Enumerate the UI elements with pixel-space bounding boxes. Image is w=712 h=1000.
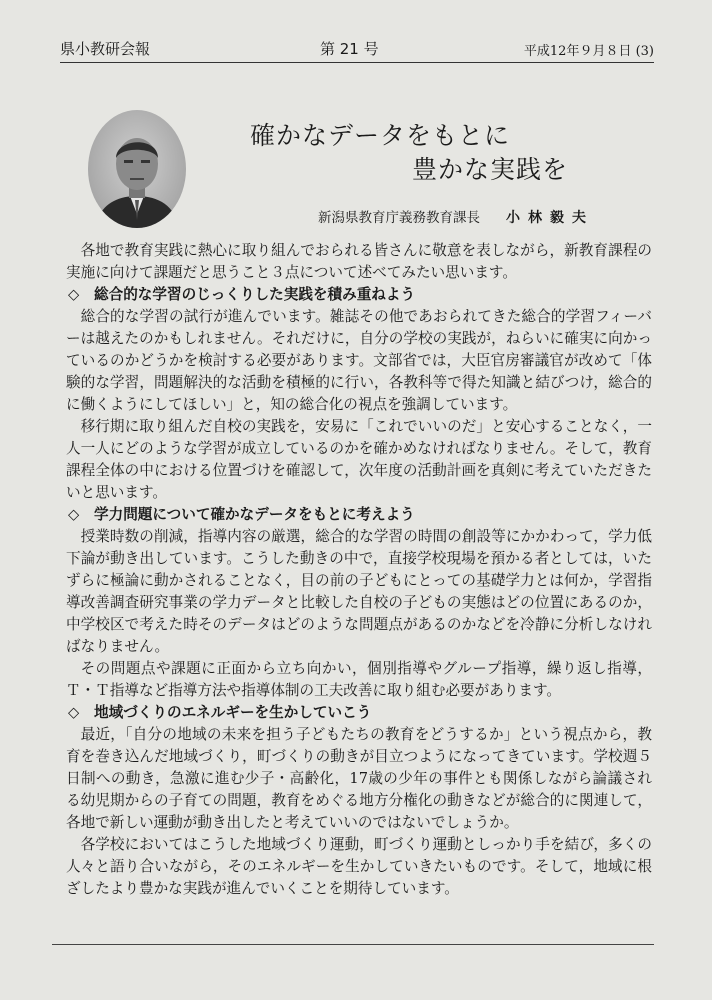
section-paragraph: 総合的な学習の試行が進んでいます。雑誌その他であおられてきた総合的学習フィーバーは越えたのかもしれません。それだけに，自分の学校の実践が，ねらいに確実に向かっているのかどうかを検討する必要があります。文部省では，大臣官房審議官が改めて「体験的な学習，問題解決的な活動を積極的に行い，各教科等で得た知識と結びつけ，総合的に働くようにしてほしい」と，知の総合化の視点を強調しています。: [66, 308, 652, 413]
diamond-outline-icon: ◇: [68, 704, 80, 721]
author-portrait-photo: [88, 110, 186, 228]
article-title-line2: 豊かな実践を: [412, 155, 569, 184]
section-paragraph: 授業時数の削減，指導内容の厳選，総合的な学習の時間の創設等にかかわって，学力低下論が動き出しています。こうした動きの中で，直接学校現場を預かる者としては，いたずらに極論に動かされることなく，目の前の子どもにとっての基礎学力とは何か，学習指導改善調査研究事業の学力データと比較した自校の子どもの実態はどの位置にあるのか，中学校区で考えた時そのデータはどのような問題点があるのかなどを冷静に分析しなければなりません。: [66, 528, 652, 655]
diamond-outline-icon: ◇: [68, 506, 80, 523]
author-name: 小林毅夫: [506, 210, 594, 226]
date-page: 平成12年９月８日 (3): [523, 44, 654, 59]
section-paragraph: 各学校においてはこうした地域づくり運動，町づくり運動としっかり手を結び，多くの人々と語り合いながら，そのエネルギーを生かしていきたいものです。そして，地域に根ざしたより豊かな実践が進んでいくことを期待しています。: [66, 836, 652, 897]
section-heading: ◇ 総合的な学習のじっくりした実践を積み重ねよう: [66, 284, 652, 306]
section-heading: ◇ 学力問題について確かなデータをもとに考えよう: [66, 504, 652, 526]
author-position: 新潟県教育庁義務教育課長: [318, 210, 480, 226]
author-byline: [318, 206, 594, 227]
section-paragraph: 移行期に取り組んだ自校の実践を，安易に「これでいいのだ」と安心することなく，一人一人にどのような学習が成立しているのかを確かめなければなりません。そして，教育課程全体の中における位置づけを確認して，次年度の活動計画を真剣に考えていただきたいと思います。: [66, 418, 652, 501]
page-header: [60, 38, 654, 63]
section-heading: ◇ 地域づくりのエネルギーを生かしていこう: [66, 702, 652, 724]
bottom-divider: [52, 944, 654, 945]
diamond-outline-icon: ◇: [68, 286, 80, 303]
issue-number: 第 21 号: [320, 40, 379, 58]
article-title-line1: 確かなデータをもとに: [250, 121, 511, 150]
intro-paragraph: 各地で教育実践に熱心に取り組んでおられる皆さんに敬意を表しながら，新教育課程の実施に向けて課題だと思うこと３点について述べてみたい思います。: [66, 242, 652, 281]
section-paragraph: 最近，「自分の地域の未来を担う子どもたちの教育をどうするか」という視点から，教育を巻き込んだ地域づくり，町づくりの動きが目立つようになってきています。学校週５日制への動き，急激に進む少子・高齢化，17歳の少年の事件とも関係しながら論議される幼児期からの子育ての問題，教育をめぐる地方分権化の動きなどが総合的に関連して，各地で新しい運動が動き出したと考えていいのではないでしょうか。: [66, 726, 652, 831]
section-paragraph: その問題点や課題に正面から立ち向かい，個別指導やグループ指導，繰り返し指導，Ｔ・Ｔ指導など指導方法や指導体制の工夫改善に取り組む必要があります。: [66, 660, 652, 699]
publication-name: 県小教研会報: [60, 40, 151, 58]
portrait-figure-icon: [88, 110, 186, 228]
article-body: [66, 240, 652, 900]
